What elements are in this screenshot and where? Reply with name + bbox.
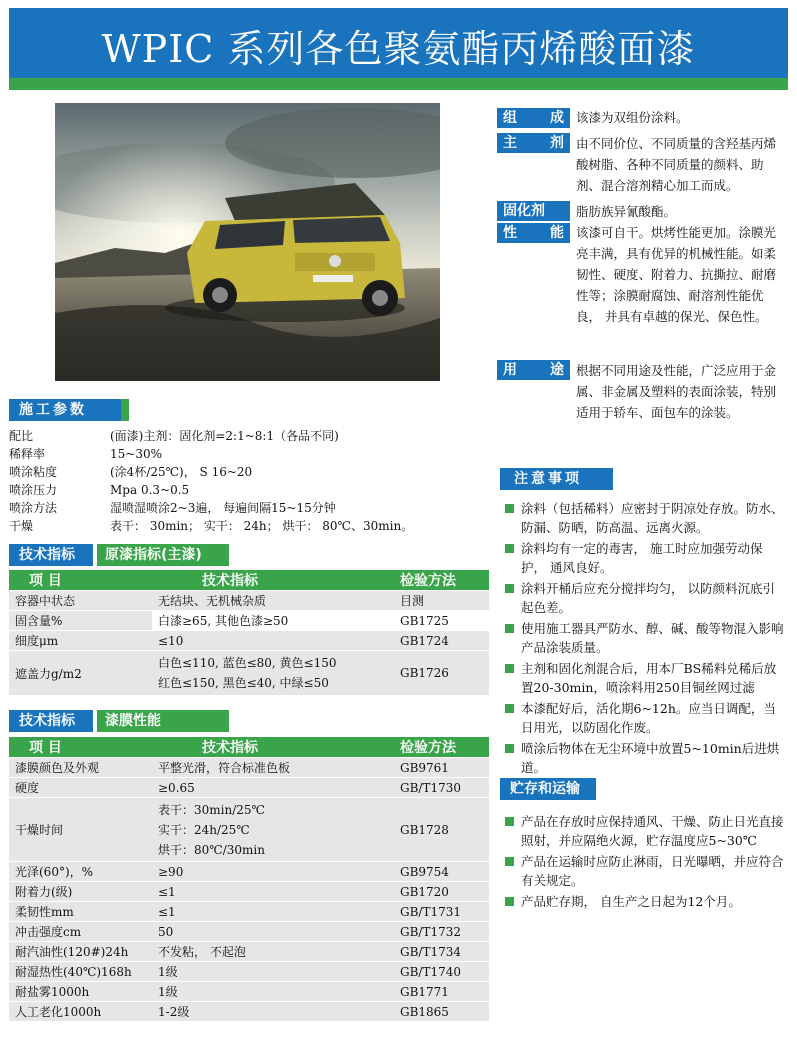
- property-text-curing-agent: 脂肪族异氰酸酯。: [576, 204, 677, 219]
- raw-paint-table: [9, 570, 489, 696]
- table-row: 硬度 ≥0.65 GB/T1730: [9, 778, 489, 798]
- table-row: 干燥时间 表干：30min/25℃ 实干：24h/25℃ 烘干：80℃/30min GB1728: [9, 798, 489, 862]
- table-row: 冲击强度cm 50 GB/T1732: [9, 922, 489, 942]
- product-photo-van-on-beach: [55, 103, 440, 381]
- list-item: 涂料（包括稀料）应密封于阴凉处存放。防水、防漏、防晒，防高温、远离火源。: [505, 499, 787, 537]
- table-row: 固含量% 白漆≥65, 其他色漆≥50 GB1725: [9, 611, 489, 631]
- table-row: 遮盖力g/m2 白色≤110, 蓝色≤80, 黄色≤150 红色≤150, 黑色≤40, 中绿≤50 GB1726: [9, 651, 489, 696]
- list-item: 产品在运输时应防止淋雨，日光曝晒，并应符合有关规定。: [505, 852, 787, 890]
- property-text-performance: 该漆可自干。烘烤性能更加。涂膜光亮丰满，具有优异的机械性能。如柔韧性、硬度、附着力、抗撕拉、耐磨性等；涂膜耐腐蚀、耐溶剂性能优良， 并具有卓越的保光、保色性。: [576, 225, 777, 324]
- page-title: WPIC 系列各色聚氨酯丙烯酸面漆: [101, 27, 696, 71]
- table-row: 人工老化1000h 1-2级 GB1865: [9, 1002, 489, 1022]
- table-row: 光泽(60°)，% ≥90 GB9754: [9, 862, 489, 882]
- property-text-composition: 该漆为双组份涂料。: [576, 110, 689, 125]
- banner-green-strip: [9, 78, 788, 90]
- film-section-header: 技术指标 漆膜性能: [9, 710, 229, 732]
- storage-list: [505, 812, 787, 913]
- notes-list: [505, 499, 787, 779]
- property-text-usage: 根据不同用途及性能，广泛应用于金属、非金属及塑料的表面涂装，特别适用于轿车、面包车的涂装。: [576, 363, 777, 420]
- title-banner: [9, 8, 788, 90]
- list-item: 喷涂后物体在无尘环境中放置5~10min后进烘道。: [505, 739, 787, 777]
- table-row: 漆膜颜色及外观 平整光滑，符合标准色板 GB9761: [9, 758, 489, 778]
- table-row: 耐汽油性(120#)24h 不发粘， 不起泡 GB/T1734: [9, 942, 489, 962]
- raw-paint-section-header: 技术指标 原漆指标(主漆): [9, 544, 229, 566]
- film-performance-table: [9, 737, 489, 1022]
- table-row: 细度μm ≤10 GB1724: [9, 631, 489, 651]
- list-item: 产品贮存期， 自生产之日起为12个月。: [505, 892, 787, 911]
- list-item: 产品在存放时应保持通风、干燥、防止日光直接照射，并应隔绝火源，贮存温度应5~30℃: [505, 812, 787, 850]
- table-row: 耐盐雾1000h 1级 GB1771: [9, 982, 489, 1002]
- list-item: 主剂和固化剂混合后，用本厂BS稀料兑稀后放置20-30min，喷涂料用250目铜丝网过滤: [505, 659, 787, 697]
- table-row: 容器中状态 无结块、无机械杂质 目测: [9, 591, 489, 611]
- property-label-usage: 用 途: [497, 360, 570, 380]
- property-label-curing-agent: 固化剂: [497, 201, 570, 221]
- table-row: 附着力(级) ≤1 GB1720: [9, 882, 489, 902]
- property-label-performance: 性 能: [497, 223, 570, 243]
- table-header-row: 项 目 技术指标 检验方法: [9, 570, 489, 591]
- notes-section-header: 注意事项: [500, 468, 613, 490]
- property-label-main-agent: 主 剂: [497, 133, 570, 153]
- storage-section-header: 贮存和运输: [500, 778, 596, 800]
- table-header-row: 项 目 技术指标 检验方法: [9, 737, 489, 758]
- list-item: 涂料开桶后应充分搅拌均匀， 以防颜料沉底引起色差。: [505, 579, 787, 617]
- property-label-composition: 组 成: [497, 108, 570, 128]
- table-row: 柔韧性mm ≤1 GB/T1731: [9, 902, 489, 922]
- list-item: 使用施工器具严防水、醇、碱、酸等物混入影响产品涂装质量。: [505, 619, 787, 657]
- construction-section-header: 施工参数: [9, 399, 129, 421]
- list-item: 本漆配好后，活化期6~12h。应当日调配，当日用光，以防固化作废。: [505, 699, 787, 737]
- property-text-main-agent: 由不同价位、不同质量的含羟基丙烯酸树脂、各种不同质量的颜料、助剂、混合溶剂精心加工而成。: [576, 136, 777, 193]
- list-item: 涂料均有一定的毒害， 施工时应加强劳动保护， 通风良好。: [505, 539, 787, 577]
- table-row: 耐湿热性(40℃)168h 1级 GB/T1740: [9, 962, 489, 982]
